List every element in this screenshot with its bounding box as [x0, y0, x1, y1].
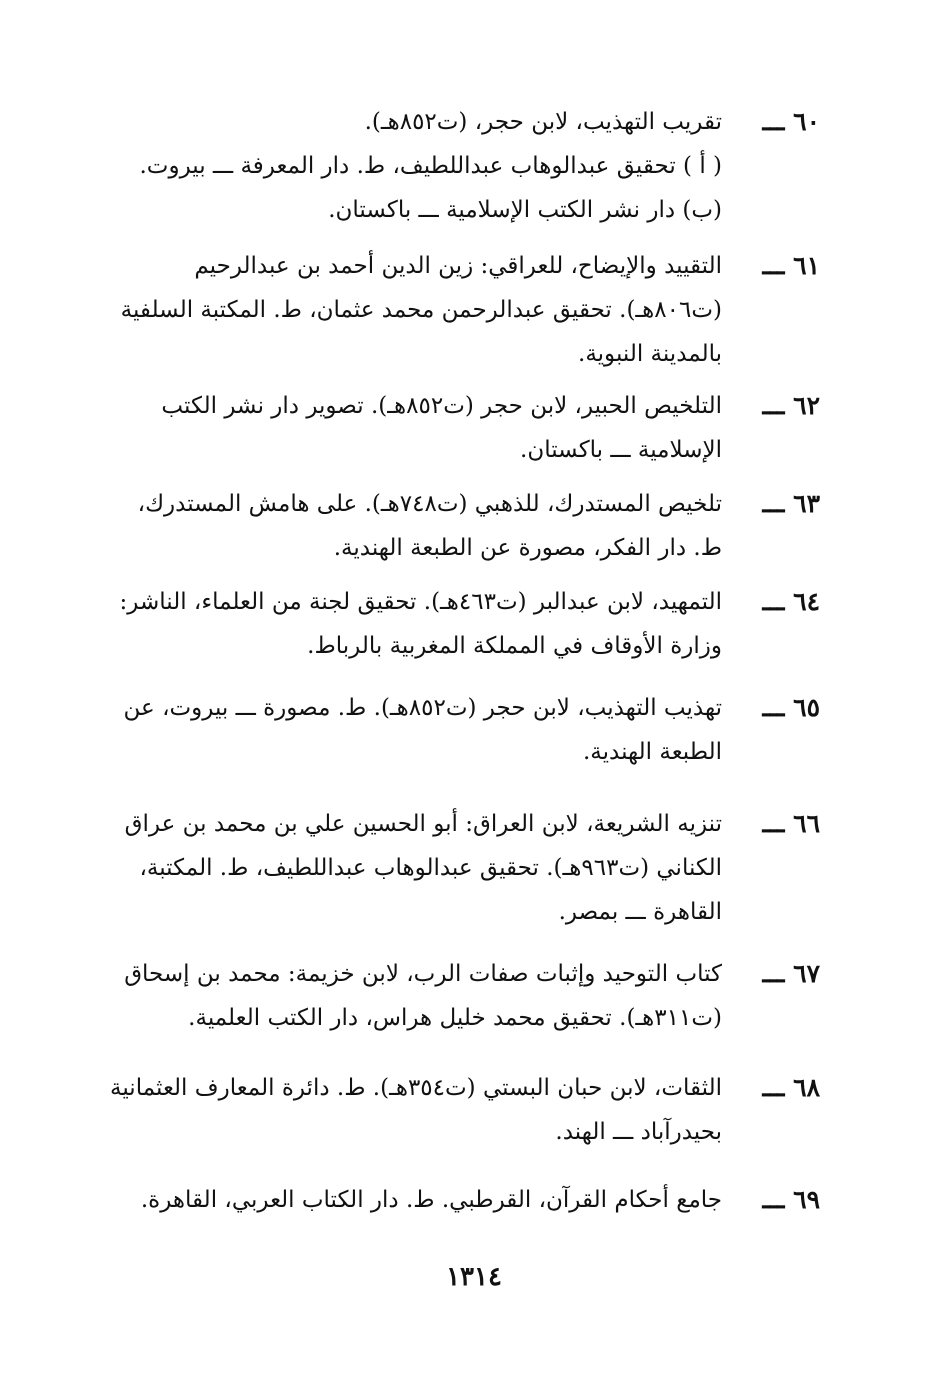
entry-number: ٦٦ ـــ: [762, 809, 820, 838]
entry-line: التلخيص الحبير، لابن حجر (ت٨٥٢هـ). تصوير دار نشر الكتب: [161, 393, 722, 419]
entry-text: [100, 100, 722, 232]
entry-line: تهذيب التهذيب، لابن حجر (ت٨٥٢هـ). ط. مصورة ـــ بيروت، عن: [123, 695, 722, 721]
entry-line: الطبعة الهندية.: [583, 739, 722, 765]
entry-line: جامع أحكام القرآن، القرطبي. ط. دار الكتاب العربي، القاهرة.: [140, 1187, 722, 1213]
entry-line: بالمدينة النبوية.: [578, 341, 722, 367]
page-number: ١٣١٤: [446, 1262, 502, 1292]
entry-text: [100, 482, 722, 570]
entry-number: ٦١ ـــ: [762, 251, 820, 280]
entry-line: تقريب التهذيب، لابن حجر، (ت٨٥٢هـ).: [364, 109, 722, 135]
entry-line: (ت٣١١هـ). تحقيق محمد خليل هراس، دار الكتب العلمية.: [188, 1005, 722, 1031]
entry-line: كتاب التوحيد وإثبات صفات الرب، لابن خزيمة: محمد بن إسحاق: [124, 961, 722, 987]
entry-subline: (ب) دار نشر الكتب الإسلامية ـــ باكستان.: [328, 197, 722, 223]
entry-line: التقييد والإيضاح، للعراقي: زين الدين أحمد بن عبدالرحيم: [194, 253, 722, 279]
entry-text: [100, 686, 722, 774]
entry-68: [100, 1066, 820, 1154]
entry-line: وزارة الأوقاف في المملكة المغربية بالرباط.: [307, 633, 722, 659]
entry-text: [100, 952, 722, 1040]
entry-line: القاهرة ـــ بمصر.: [558, 899, 722, 925]
entry-subline: ( أ ) تحقيق عبدالوهاب عبداللطيف، ط. دار المعرفة ـــ بيروت.: [139, 153, 722, 179]
entry-line: تنزيه الشريعة، لابن العراق: أبو الحسين علي بن محمد بن عراق: [124, 811, 722, 837]
entry-text: [100, 1066, 722, 1154]
entry-line: تلخيص المستدرك، للذهبي (ت٧٤٨هـ). على هامش المستدرك،: [137, 491, 722, 517]
entry-line: (ت٨٠٦هـ). تحقيق عبدالرحمن محمد عثمان، ط. المكتبة السلفية: [120, 297, 722, 323]
entry-number: ٦٤ ـــ: [762, 587, 820, 616]
entry-number: ٦٠ ـــ: [762, 107, 820, 136]
entry-number: ٦٣ ـــ: [762, 489, 820, 518]
entry-65: [100, 686, 820, 774]
entry-66: [100, 802, 820, 934]
entry-line: ط. دار الفكر، مصورة عن الطبعة الهندية.: [333, 535, 722, 561]
entry-number: ٦٩ ـــ: [762, 1185, 820, 1214]
entry-number: ٦٥ ـــ: [762, 693, 820, 722]
entry-text: [100, 802, 722, 934]
entry-line: التمهيد، لابن عبدالبر (ت٤٦٣هـ). تحقيق لجنة من العلماء، الناشر:: [119, 589, 722, 615]
entry-text: [100, 244, 722, 376]
entry-text: [100, 384, 722, 472]
entry-line: الإسلامية ـــ باكستان.: [520, 437, 722, 463]
entry-62: [100, 384, 820, 472]
entry-61: [100, 244, 820, 376]
entry-64: [100, 580, 820, 668]
entry-line: الكناني (ت٩٦٣هـ). تحقيق عبدالوهاب عبداللطيف، ط. المكتبة،: [139, 855, 722, 881]
entry-line: الثقات، لابن حبان البستي (ت٣٥٤هـ). ط. دائرة المعارف العثمانية: [110, 1075, 722, 1101]
entry-69: [100, 1178, 820, 1222]
entry-number: ٦٨ ـــ: [762, 1073, 820, 1102]
entry-text: [100, 1178, 722, 1222]
entry-number: ٦٢ ـــ: [762, 391, 820, 420]
entry-line: بحيدرآباد ـــ الهند.: [555, 1119, 722, 1145]
entry-67: [100, 952, 820, 1040]
entry-60: [100, 100, 820, 232]
entry-number: ٦٧ ـــ: [762, 959, 820, 988]
entry-63: [100, 482, 820, 570]
entry-text: [100, 580, 722, 668]
